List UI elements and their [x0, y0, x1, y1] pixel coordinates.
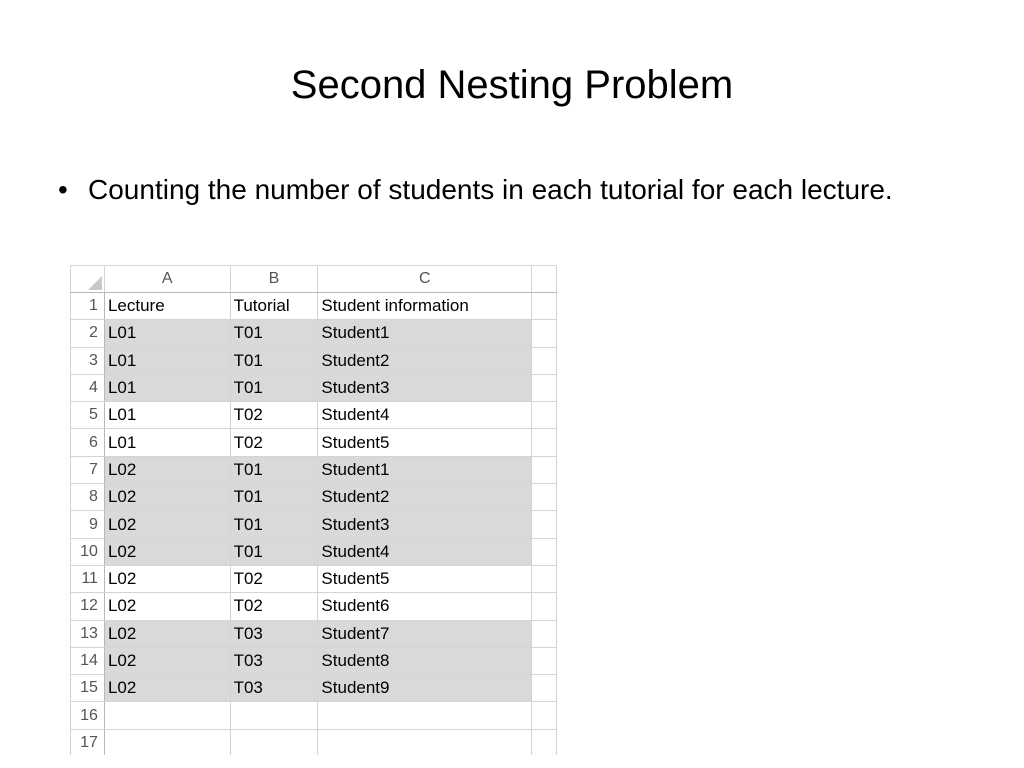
cell-lecture[interactable]: L02 — [104, 484, 230, 511]
table-row — [71, 565, 557, 592]
cell-lecture[interactable]: L02 — [104, 675, 230, 702]
cell-lecture[interactable]: L01 — [104, 347, 230, 374]
cell-tutorial[interactable]: T03 — [230, 675, 318, 702]
table-row — [71, 402, 557, 429]
row-number[interactable]: 8 — [71, 484, 105, 511]
cell-student-information[interactable]: Student5 — [318, 565, 532, 592]
row-number[interactable]: 13 — [71, 620, 105, 647]
table-row — [71, 647, 557, 674]
bullet-marker: • — [58, 174, 68, 205]
cell-student-information[interactable]: Student8 — [318, 647, 532, 674]
cell-lecture[interactable]: L02 — [104, 538, 230, 565]
cell-tutorial[interactable]: T02 — [230, 429, 318, 456]
row-number[interactable]: 4 — [71, 374, 105, 401]
empty-cell[interactable] — [532, 647, 557, 674]
empty-cell[interactable] — [532, 374, 557, 401]
cell-lecture[interactable]: L01 — [104, 429, 230, 456]
table-row — [71, 729, 557, 755]
row-number[interactable]: 12 — [71, 593, 105, 620]
cell-tutorial[interactable]: T02 — [230, 593, 318, 620]
empty-cell[interactable] — [532, 429, 557, 456]
table-row — [71, 620, 557, 647]
table-row — [71, 429, 557, 456]
row-number[interactable]: 11 — [71, 565, 105, 592]
table-row — [71, 675, 557, 702]
cell-lecture[interactable]: L02 — [104, 511, 230, 538]
table-header-row — [71, 293, 557, 320]
row-number[interactable]: 3 — [71, 347, 105, 374]
row-number[interactable]: 7 — [71, 456, 105, 483]
spreadsheet-grid — [70, 265, 557, 755]
table-row — [71, 538, 557, 565]
cell-tutorial[interactable] — [230, 702, 318, 729]
cell-student-information[interactable]: Student9 — [318, 675, 532, 702]
row-number[interactable]: 17 — [71, 729, 105, 755]
empty-cell[interactable] — [532, 456, 557, 483]
slide-title: Second Nesting Problem — [290, 63, 734, 107]
empty-cell[interactable] — [532, 484, 557, 511]
cell-student-information[interactable]: Student5 — [318, 429, 532, 456]
cell-tutorial[interactable]: T01 — [230, 374, 318, 401]
row-number[interactable]: 9 — [71, 511, 105, 538]
cell-tutorial[interactable]: T01 — [230, 320, 318, 347]
cell-lecture[interactable]: L01 — [104, 320, 230, 347]
cell-student-information[interactable]: Student4 — [318, 402, 532, 429]
row-number[interactable]: 1 — [71, 293, 105, 320]
cell-lecture[interactable]: L02 — [104, 593, 230, 620]
table-row — [71, 374, 557, 401]
cell-lecture[interactable]: L02 — [104, 620, 230, 647]
spreadsheet-screenshot — [70, 265, 557, 755]
row-number[interactable]: 15 — [71, 675, 105, 702]
empty-cell[interactable] — [532, 593, 557, 620]
empty-cell[interactable] — [532, 347, 557, 374]
row-number[interactable]: 14 — [71, 647, 105, 674]
empty-cell[interactable] — [532, 729, 557, 755]
row-number[interactable]: 10 — [71, 538, 105, 565]
cell-student-information[interactable]: Student3 — [318, 511, 532, 538]
cell-student-information[interactable]: Student7 — [318, 620, 532, 647]
cell-student-information[interactable] — [318, 729, 532, 755]
cell-tutorial[interactable]: T02 — [230, 402, 318, 429]
cell-tutorial[interactable] — [230, 729, 318, 755]
table-row — [71, 347, 557, 374]
empty-cell[interactable] — [532, 511, 557, 538]
cell-lecture[interactable]: L01 — [104, 402, 230, 429]
cell-lecture[interactable]: L02 — [104, 647, 230, 674]
column-header-row — [71, 266, 557, 293]
empty-cell[interactable] — [532, 320, 557, 347]
empty-cell[interactable] — [532, 538, 557, 565]
cell-tutorial[interactable]: T01 — [230, 511, 318, 538]
cell-lecture[interactable] — [104, 702, 230, 729]
table-row — [71, 511, 557, 538]
select-all-triangle-icon — [88, 276, 102, 290]
cell-student-information[interactable]: Student3 — [318, 374, 532, 401]
header-cell-lecture[interactable]: Lecture — [104, 293, 230, 320]
column-header-c[interactable]: C — [318, 266, 532, 293]
row-number[interactable]: 6 — [71, 429, 105, 456]
cell-tutorial[interactable]: T01 — [230, 538, 318, 565]
cell-tutorial[interactable]: T03 — [230, 647, 318, 674]
select-all-corner[interactable] — [71, 266, 105, 293]
cell-tutorial[interactable]: T01 — [230, 484, 318, 511]
cell-tutorial[interactable]: T01 — [230, 347, 318, 374]
cell-student-information[interactable] — [318, 702, 532, 729]
cell-lecture[interactable]: L02 — [104, 565, 230, 592]
empty-cell[interactable] — [532, 402, 557, 429]
column-header-b[interactable]: B — [230, 266, 318, 293]
header-cell-tutorial[interactable]: Tutorial — [230, 293, 318, 320]
empty-cell[interactable] — [532, 620, 557, 647]
table-row — [71, 456, 557, 483]
row-number[interactable]: 5 — [71, 402, 105, 429]
empty-cell[interactable] — [532, 675, 557, 702]
row-number[interactable]: 16 — [71, 702, 105, 729]
cell-student-information[interactable]: Student1 — [318, 456, 532, 483]
bullet-text: Counting the number of students in each tutorial for each lecture. — [88, 174, 893, 205]
cell-student-information[interactable]: Student6 — [318, 593, 532, 620]
row-number[interactable]: 2 — [71, 320, 105, 347]
header-cell-student-information[interactable]: Student information — [318, 293, 532, 320]
column-header-d[interactable] — [532, 266, 557, 293]
cell-student-information[interactable]: Student4 — [318, 538, 532, 565]
empty-cell[interactable] — [532, 293, 557, 320]
cell-tutorial[interactable]: T03 — [230, 620, 318, 647]
cell-tutorial[interactable]: T02 — [230, 565, 318, 592]
empty-cell[interactable] — [532, 702, 557, 729]
empty-cell[interactable] — [532, 565, 557, 592]
cell-lecture[interactable]: L01 — [104, 374, 230, 401]
cell-student-information[interactable]: Student2 — [318, 484, 532, 511]
table-row — [71, 320, 557, 347]
column-header-a[interactable]: A — [104, 266, 230, 293]
cell-student-information[interactable]: Student2 — [318, 347, 532, 374]
cell-tutorial[interactable]: T01 — [230, 456, 318, 483]
table-row — [71, 484, 557, 511]
table-row — [71, 593, 557, 620]
cell-lecture[interactable] — [104, 729, 230, 755]
cell-student-information[interactable]: Student1 — [318, 320, 532, 347]
table-row — [71, 702, 557, 729]
cell-lecture[interactable]: L02 — [104, 456, 230, 483]
